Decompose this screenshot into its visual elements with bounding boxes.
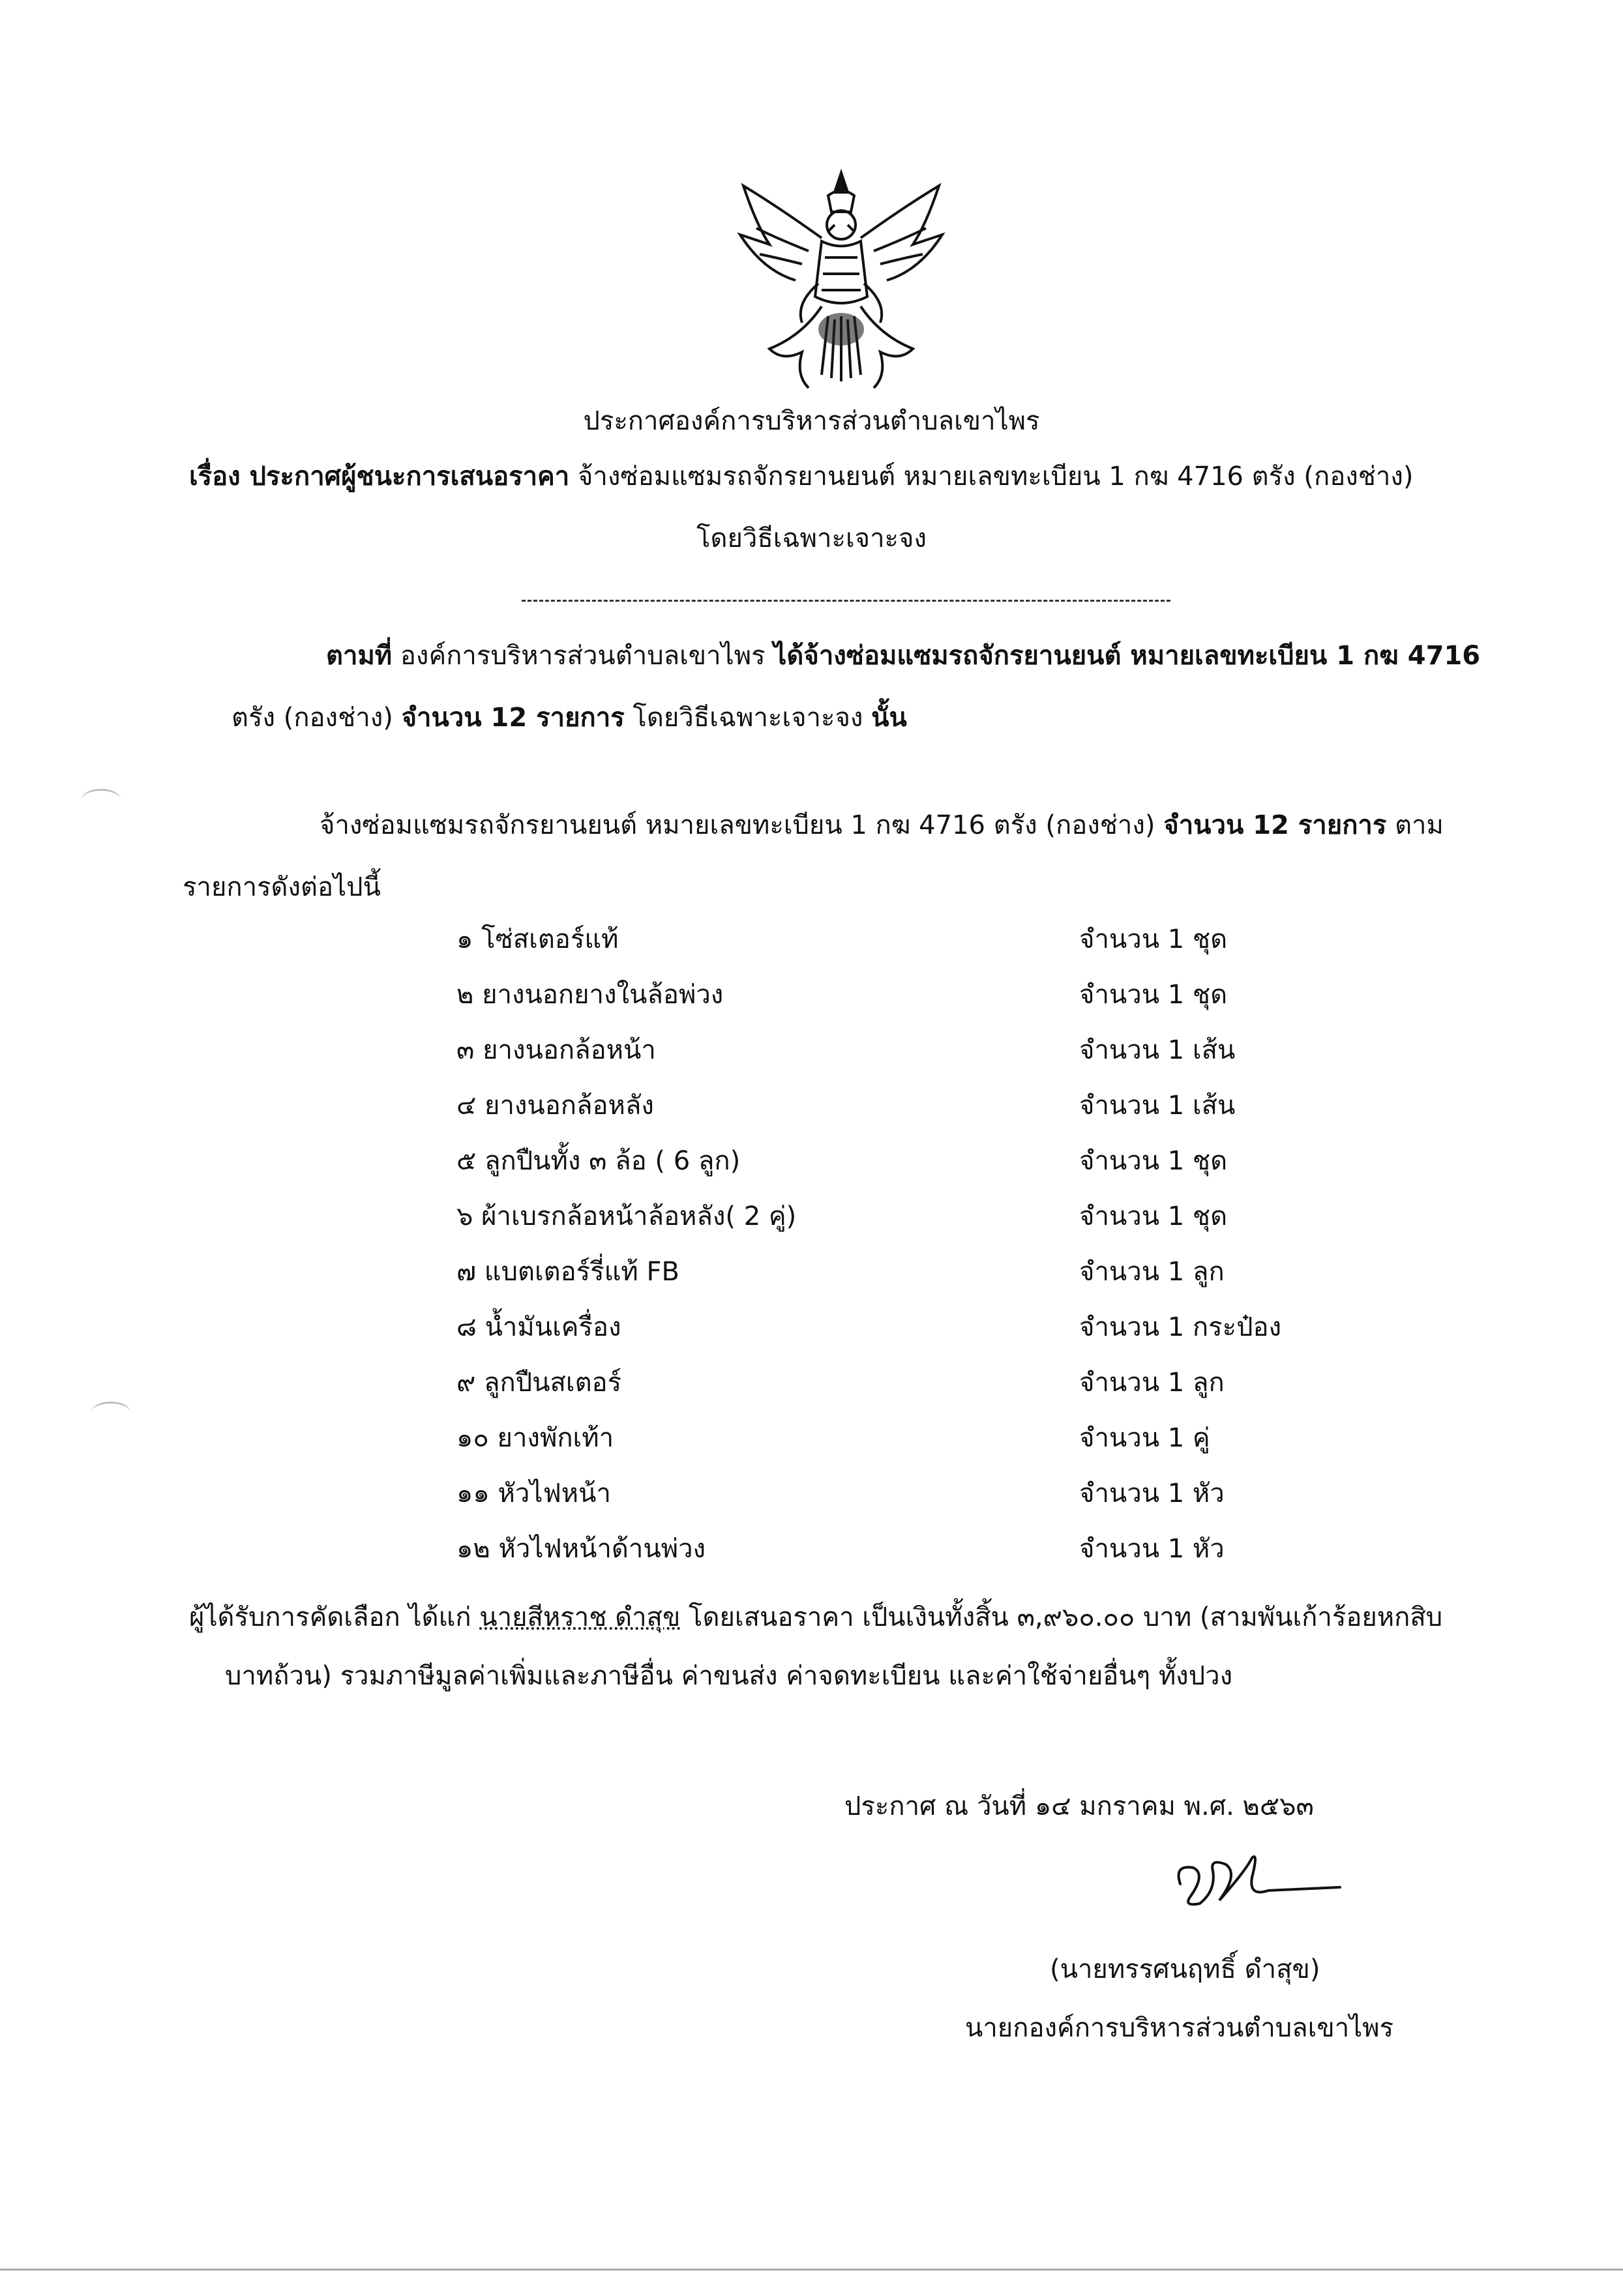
list-item: ๖ ผ้าเบรกล้อหน้าล้อหลัง( 2 คู่) bbox=[456, 1201, 797, 1231]
item-quantity: จำนวน 1 เส้น bbox=[1079, 1035, 1236, 1065]
intro-line-2 bbox=[231, 701, 907, 735]
list-item: ๑๒ หัวไฟหน้าด้านพ่วง bbox=[456, 1534, 706, 1564]
list-item: ๙ ลูกปืนสเตอร์ bbox=[456, 1368, 622, 1398]
announcement-date: ประกาศ ณ วันที่ ๑๔ มกราคม พ.ศ. ๒๕๖๓ bbox=[844, 1791, 1314, 1821]
winner-line-2: บาทถ้วน) รวมภาษีมูลค่าเพิ่มและภาษีอื่น ค่าขนส่ง ค่าจดทะเบียน และค่าใช้จ่ายอื่นๆ ทั้งปวง bbox=[225, 1661, 1233, 1691]
intro-line-1 bbox=[326, 639, 1480, 673]
item-quantity: จำนวน 1 ชุด bbox=[1079, 980, 1228, 1010]
hole-punch-mark bbox=[91, 1402, 130, 1423]
signer-name: (นายทรรศนฤทธิ์ ดำสุข) bbox=[1050, 1954, 1320, 1984]
hole-punch-mark bbox=[82, 789, 121, 810]
intro-count: จำนวน 12 รายการ bbox=[401, 703, 625, 733]
list-item: ๑๑ หัวไฟหน้า bbox=[456, 1479, 611, 1509]
winner-line-1 bbox=[189, 1600, 1442, 1634]
signer-title: นายกองค์การบริหารส่วนตำบลเขาไพร bbox=[965, 2013, 1394, 2043]
intro-end: นั้น bbox=[871, 703, 907, 733]
garuda-emblem-icon bbox=[730, 166, 952, 398]
item-quantity: จำนวน 1 เส้น bbox=[1079, 1091, 1236, 1121]
item-quantity: จำนวน 1 กระป๋อง bbox=[1079, 1312, 1282, 1342]
subject-label: เรื่อง ประกาศผู้ชนะการเสนอราคา bbox=[189, 462, 570, 492]
intro-dept: ตรัง (กองช่าง) bbox=[231, 703, 393, 733]
item-quantity: จำนวน 1 ลูก bbox=[1079, 1368, 1225, 1398]
winner-offer: โดยเสนอราคา เป็นเงินทั้งสิ้น ๓,๙๖๐.๐๐ บาท (สามพันเก้าร้อยหกสิบ bbox=[689, 1602, 1443, 1632]
item-quantity: จำนวน 1 ลูก bbox=[1079, 1257, 1225, 1287]
intro-method: โดยวิธีเฉพาะเจาะจง bbox=[633, 703, 863, 733]
list-item: ๑ โซ่สเตอร์แท้ bbox=[456, 924, 619, 954]
item-quantity: จำนวน 1 ชุด bbox=[1079, 924, 1228, 954]
subject-text: จ้างซ่อมแซมรถจักรยานยนต์ หมายเลขทะเบียน 1 กฆ 4716 ตรัง (กองช่าง) bbox=[577, 462, 1414, 492]
winner-name: นายสีหราช ดำสุข bbox=[479, 1602, 681, 1632]
item-quantity: จำนวน 1 ชุด bbox=[1079, 1146, 1228, 1176]
divider bbox=[522, 600, 1170, 602]
list-item: ๓ ยางนอกล้อหน้า bbox=[456, 1035, 656, 1065]
item-quantity: จำนวน 1 คู่ bbox=[1079, 1423, 1210, 1453]
list-item: ๘ น้ำมันเครื่อง bbox=[456, 1312, 621, 1342]
document-title: ประกาศองค์การบริหารส่วนตำบลเขาไพร bbox=[583, 406, 1040, 436]
intro-lead: ตามที่ bbox=[326, 641, 393, 671]
signature bbox=[1154, 1845, 1343, 1923]
list-item: ๑๐ ยางพักเท้า bbox=[456, 1423, 614, 1453]
body-text: จ้างซ่อมแซมรถจักรยานยนต์ หมายเลขทะเบียน 1 กฆ 4716 ตรัง (กองช่าง) bbox=[320, 810, 1155, 840]
body-paragraph-line-1 bbox=[320, 808, 1444, 842]
item-quantity: จำนวน 1 หัว bbox=[1079, 1534, 1225, 1564]
list-item: ๔ ยางนอกล้อหลัง bbox=[456, 1091, 654, 1121]
list-item: ๕ ลูกปืนทั้ง ๓ ล้อ ( 6 ลูก) bbox=[456, 1146, 741, 1176]
item-quantity: จำนวน 1 หัว bbox=[1079, 1479, 1225, 1509]
list-item: ๗ แบตเตอร์รี่แท้ FB bbox=[456, 1257, 679, 1287]
intro-action: ได้จ้างซ่อมแซมรถจักรยานยนต์ หมายเลขทะเบียน 1 กฆ 4716 bbox=[773, 641, 1481, 671]
subject-line bbox=[189, 460, 1414, 493]
scan-edge-line bbox=[0, 2269, 1623, 2271]
subject-method: โดยวิธีเฉพาะเจาะจง bbox=[696, 523, 927, 553]
winner-label: ผู้ได้รับการคัดเลือก ได้แก่ bbox=[189, 1602, 471, 1632]
body-count: จำนวน 12 รายการ bbox=[1163, 810, 1387, 840]
body-paragraph-line-2: รายการดังต่อไปนี้ bbox=[183, 872, 381, 902]
item-quantity: จำนวน 1 ชุด bbox=[1079, 1201, 1228, 1231]
list-item: ๒ ยางนอกยางในล้อพ่วง bbox=[456, 980, 724, 1010]
intro-org: องค์การบริหารส่วนตำบลเขาไพร bbox=[400, 641, 766, 671]
body-trail: ตาม bbox=[1395, 810, 1444, 840]
